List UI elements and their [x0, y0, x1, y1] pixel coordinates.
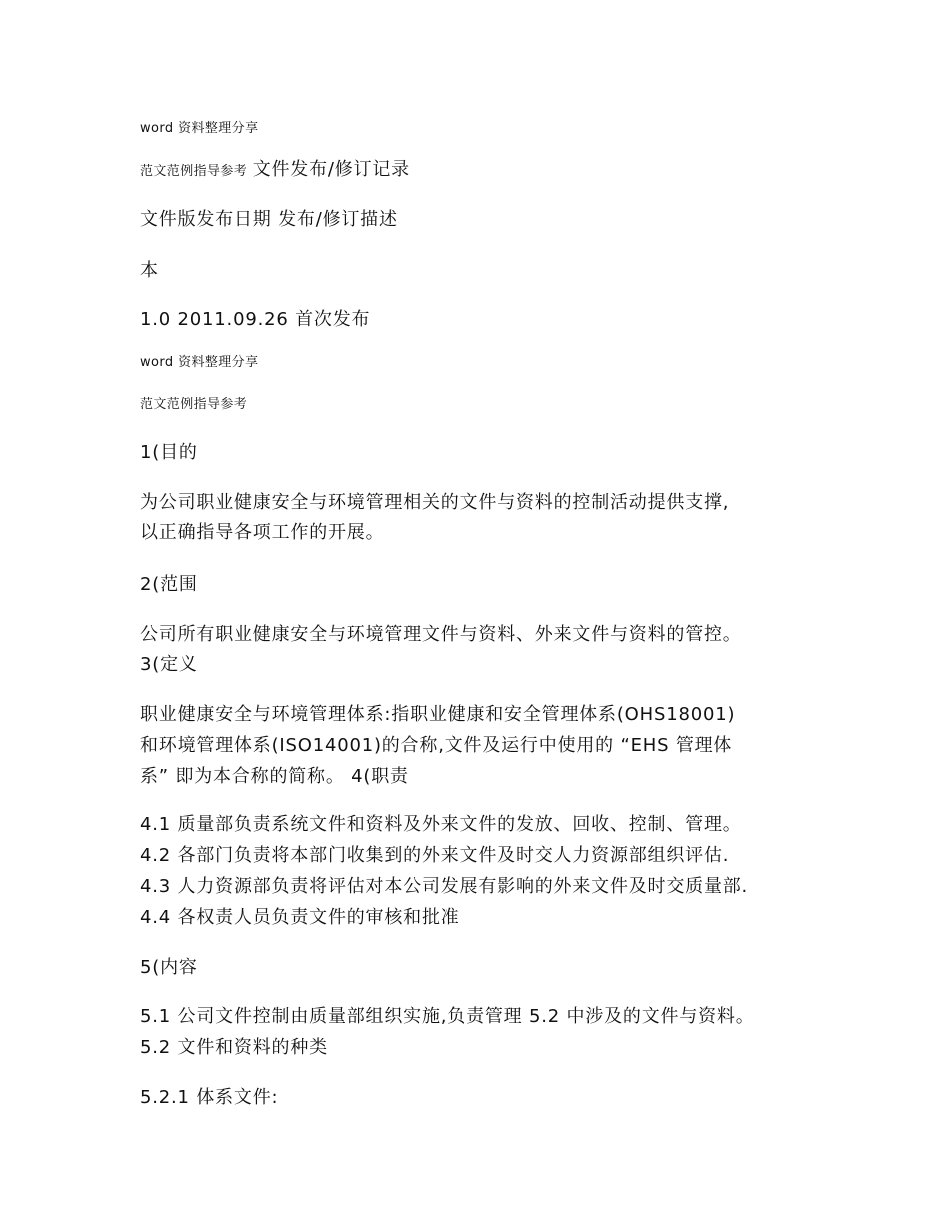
paragraph: 和环境管理体系(ISO14001)的合称,文件及运行中使用的 “EHS 管理体 [140, 735, 733, 756]
paragraph: 为公司职业健康安全与环境管理相关的文件与资料的控制活动提供支撑, [140, 492, 730, 513]
paragraph: 系” 即为本合称的简称。 4(职责 [140, 766, 409, 787]
table-header-wrap: 本 [140, 260, 159, 281]
list-item: 4.4 各权责人员负责文件的审核和批准 [140, 907, 460, 928]
section-heading: 3(定义 [140, 654, 198, 675]
list-item: 5.1 公司文件控制由质量部组织实施,负责管理 5.2 中涉及的文件与资料。 [140, 1006, 755, 1027]
table-row: 1.0 2011.09.26 首次发布 [140, 309, 371, 330]
header-watermark: word 资料整理分享 [140, 355, 259, 370]
header-watermark: word 资料整理分享 [140, 121, 259, 136]
paragraph: 公司所有职业健康安全与环境管理文件与资料、外来文件与资料的管控。 [140, 624, 742, 645]
list-item: 4.1 质量部负责系统文件和资料及外来文件的发放、回收、控制、管理。 [140, 814, 742, 835]
list-item: 5.2.1 体系文件: [140, 1087, 279, 1108]
header-subtitle: 范文范例指导参考 [140, 164, 248, 179]
list-item: 5.2 文件和资料的种类 [140, 1037, 328, 1058]
section-heading: 2(范围 [140, 574, 198, 595]
doc-title-line [140, 155, 410, 181]
list-item: 4.2 各部门负责将本部门收集到的外来文件及时交人力资源部组织评估. [140, 845, 730, 866]
header-subtitle: 范文范例指导参考 [140, 397, 248, 412]
paragraph: 以正确指导各项工作的开展。 [140, 522, 385, 543]
section-heading: 5(内容 [140, 957, 198, 978]
section-heading: 1(目的 [140, 442, 198, 463]
paragraph: 职业健康安全与环境管理体系:指职业健康和安全管理体系(OHS18001) [140, 704, 736, 725]
list-item: 4.3 人力资源部负责将评估对本公司发展有影响的外来文件及时交质量部. [140, 876, 749, 897]
table-header: 文件版发布日期 发布/修订描述 [140, 209, 398, 230]
page-title: 文件发布/修订记录 [252, 159, 410, 180]
